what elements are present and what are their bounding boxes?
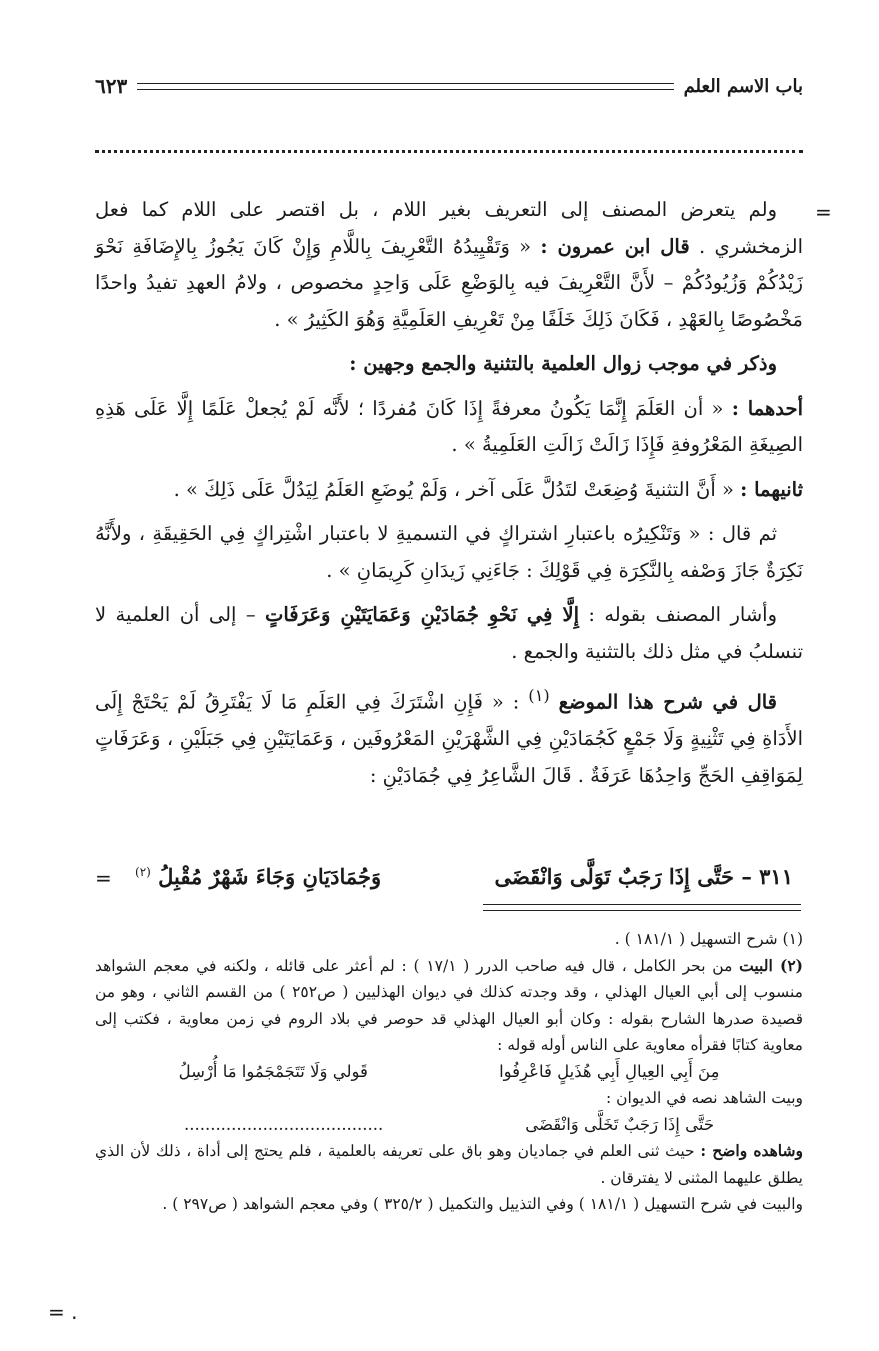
poem-2-ellipsis: ...................................... (183, 1114, 384, 1134)
poem-1-hemistich-a: مِنَ أَبِي العِيالِ أَبِي هُذَيلٍ فَاعْرِفُوا (499, 1061, 720, 1081)
paragraph-6-text: – إلى أن العلمية لا تنسلبُ في مثل ذلك بالتثنية والجمع . (95, 603, 803, 663)
footnote-2 (95, 953, 803, 1059)
poem-line-2 (95, 1112, 803, 1139)
verse-first-half (494, 864, 793, 889)
poem-line-1 (95, 1059, 803, 1086)
continuation-mark-bottom: = . (48, 1300, 78, 1324)
footnote-ref-1[interactable]: (١) (528, 686, 550, 705)
paragraph-1 (95, 192, 803, 338)
paragraph-5-text: ثم قال : « وَتَنْكِيرُه باعتبارِ اشتراكٍ في التسميةِ لا باعتبار اشْتِراكٍ فِي الحَقِيقَةِ ، ولأَنَّهُ نَكِرَةٌ جَازَ وَصْفه بِالنَّكِرَة فِي قَوْلِكَ : جَاءَنِي زَيدَانِ كَرِيمَانِ » . (95, 522, 803, 582)
footnotes (95, 926, 803, 1218)
verse-hemistich-1: حَتَّى إِذَا رَجَبٌ تَوَلَّى وَانْقَضَى (494, 863, 735, 889)
commentary-heading: قال في شرح هذا الموضع (558, 690, 778, 714)
paragraph-2 (95, 346, 803, 383)
evidence-label: وشاهده واضح : (700, 1141, 803, 1160)
header-rule (137, 83, 673, 90)
paragraph-7 (95, 678, 803, 794)
paragraph-3 (95, 391, 803, 464)
continuation-mark-top: = (815, 200, 832, 224)
verse-second-half (135, 864, 381, 889)
paragraph-6-intro: وأشار المصنف بقوله : (588, 603, 778, 626)
poem-1-hemistich-b: قَولي وَلَا تَتَجَمْجَمُوا مَا أُرْسِلُ (178, 1061, 368, 1081)
first-reason-text: « أن العَلَمَ إِنَّمَا يَكُونُ معرفةً إِذَا كَانَ مُفردًا ؛ لأَنَّه لَمْ يُجعلْ عَلَمًا إِلَّا عَلَى هَذِهِ الصِيغَةِ المَعْرُوفةِ فَإِذَا زَالَتْ زَالَتِ العَلَمِيةُ » . (95, 396, 803, 456)
quoted-phrase: إِلَّا فِي نَحْوِ جُمَادَيْنِ وَعَمَايَتَيْنِ وَعَرَفَاتٍ (264, 603, 579, 626)
running-title: باب الاسم العلم (683, 75, 803, 97)
diwan-intro: وبيت الشاهد نصه في الديوان : (605, 1089, 803, 1107)
continuation-mark-verse: = (95, 866, 112, 890)
footnote-separator (483, 904, 801, 911)
first-reason-label: أحدهما : (731, 396, 803, 420)
paragraph-7-text: : « فَإِنِ اشْتَرَكَ فِي العَلَمِ مَا لَا يَفْتَرِقُ لَمْ يَحْتَجْ إِلَى الأَدَاةِ فِي تَثْنِيةٍ وَلَا جَمْعٍ كَجُمَادَيْنِ فِي الشَّهْرَيْنِ المَعْرُوفَين ، وَعَمَايَتَيْنِ فِي جَبَلَيْنِ ، وَعَرَفَاتٍ لِمَوَاقِفِ الحَجِّ وَاحِدُهَا عَرَفَةٌ . قَالَ الشَّاعِرُ فِي جُمَادَيْنِ : (95, 690, 803, 787)
poem-2-hemistich-a: حَتَّى إِذَا رَجَبٌ تَخَلَّى وَانْقَضَى (525, 1114, 715, 1134)
footnote-2-label: (٢) البيت (739, 955, 803, 975)
main-text (95, 192, 803, 802)
quote-attribution: قال ابن عمرون : (540, 234, 690, 258)
section-heading: وذكر في موجب زوال العلمية بالتثنية والجمع وجهين : (349, 352, 777, 375)
page-header (95, 70, 803, 102)
paragraph-1-quote: « وَتَقْيِيدُهُ التَّعْرِيفَ بِاللَّامِ وَإِنْ كَانَ يَجُوزُ بِالإِضَافَةِ نَحْوَ زَيْدُكُمْ وَزُيُودُكُمْ – لأَنَّ التَّعْرِيفَ فيه بِالوَضْعِ عَلَى وَاحِدٍ مخصوص ، ولامُ العهدِ تفيدُ واحدًا مَخْصُوصًا بِالعَهْدِ ، فَكَانَ ذَلِكَ خَلَفًا مِنْ تَعْرِيفِ العَلَمِيَّةِ وَهُوَ الكَثِيرُ » . (95, 234, 803, 331)
paragraph-6 (95, 597, 803, 670)
evidence-note (95, 1138, 803, 1191)
verse-hemistich-2: وَجُمَادَيَانِ وَجَاءَ شَهْرٌ مُقْبِلُ (158, 863, 382, 889)
paragraph-5 (95, 516, 803, 589)
paragraph-1-text: ولم يتعرض المصنف إلى التعريف بغير اللام ، بل اقتصر على اللام كما فعل الزمخشري . (95, 198, 804, 258)
second-reason-label: ثانيهما : (740, 477, 803, 501)
footnote-1: (١) شرح التسهيل ( ١٨١/١ ) . (614, 930, 803, 948)
page-number: ٦٢٣ (95, 74, 128, 98)
second-reason-text: « أَنَّ التثنيةَ وُضِعَتْ لتَدُلَّ عَلَى آخر ، وَلَمْ يُوضَعِ العَلَمُ لِيَدُلَّ عَلَى ذَلِكَ » . (173, 477, 734, 501)
footnote-ref-2[interactable]: (٢) (135, 864, 151, 879)
paragraph-4 (95, 472, 803, 509)
dotted-separator (95, 150, 803, 153)
verse-number: ٣١١ – (741, 863, 793, 889)
footnote-2-text: من بحر الكامل ، قال فيه صاحب الدرر ( ١٧/١ ) : لم أعثر على قائله ، ولكنه في معجم الشواهد منسوب إلى أبي العيال الهذلي ، وقد وجدته كذلك في ديوان الهذليين ( ص٢٥٢ ) من القسم الثاني ، وهو من قصيدة صدرها الشارح بقوله : وكان أبو العيال الهذلي قد حوصر في بلاد الروم في زمن معاوية ، فكتب إلى معاوية كتابًا فقرأه معاوية على الناس أوله قوله : (95, 956, 803, 1054)
verse-311 (135, 858, 793, 894)
sources-note: والبيت في شرح التسهيل ( ١٨١/١ ) وفي التذييل والتكميل ( ٣٢٥/٢ ) وفي معجم الشواهد ( ص٢٩٧ ) . (162, 1195, 803, 1213)
evidence-text: حيث ثنى العلم في جماديان وهو باق على تعريفه بالعلمية ، فلم يحتج إلى أداة ، ذلك لأن الذي يطلق عليهما المثنى لا يفترقان . (95, 1142, 803, 1187)
